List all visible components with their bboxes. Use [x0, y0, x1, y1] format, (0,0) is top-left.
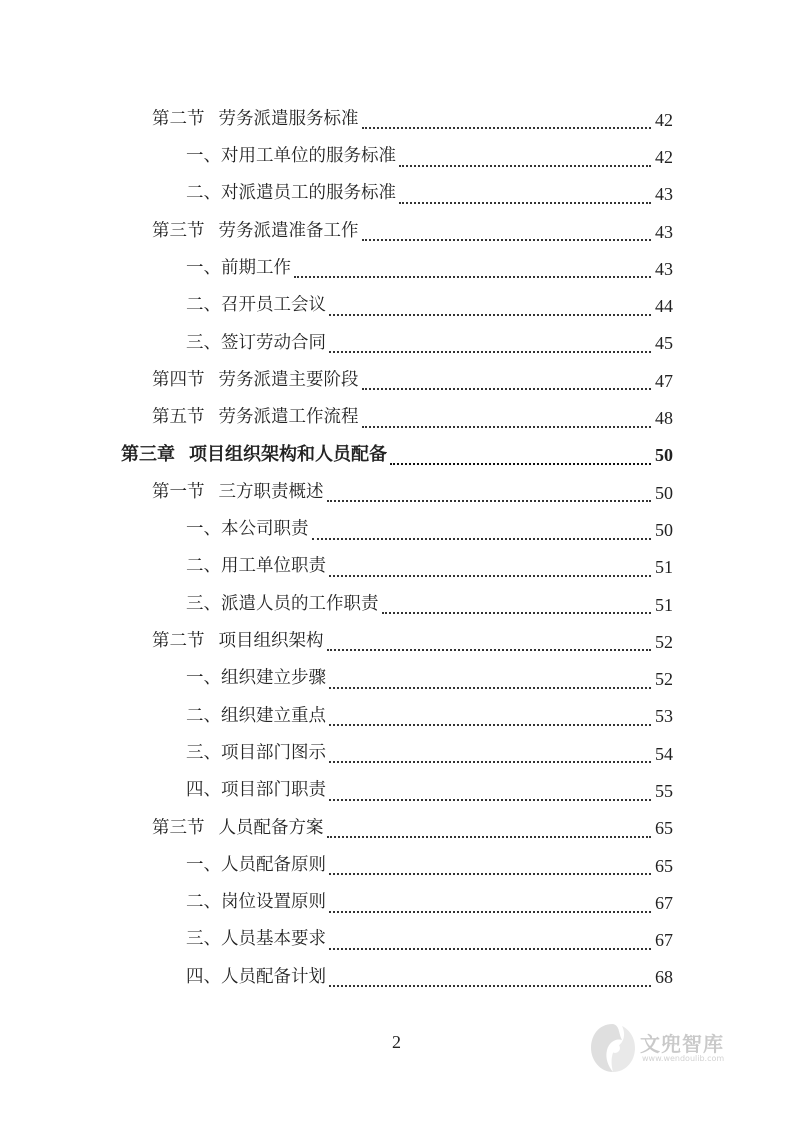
toc-subsection-entry[interactable]: [0, 511, 793, 548]
toc-section-entry[interactable]: [0, 623, 793, 660]
toc-dot-leader: [399, 201, 651, 204]
toc-dot-leader: [362, 387, 652, 390]
toc-page-number: 51: [655, 594, 673, 615]
toc-dot-leader: [329, 574, 651, 577]
toc-dot-leader: [329, 798, 651, 801]
toc-chapter-entry[interactable]: [0, 437, 793, 474]
toc-entry-prefix: 三、: [186, 593, 221, 614]
toc-dot-leader: [329, 910, 651, 913]
toc-entry-text: [186, 966, 326, 987]
toc-dot-leader: [399, 164, 651, 167]
toc-entry-text: [152, 220, 359, 241]
toc-entry-title: 劳务派遣服务标准: [218, 108, 359, 129]
toc-page-number: 65: [655, 818, 673, 839]
toc-dot-leader: [329, 350, 651, 353]
toc-page-number: 52: [655, 669, 673, 690]
toc-entry-title: 项目部门图示: [221, 742, 326, 763]
toc-entry-title: 签订劳动合同: [221, 332, 326, 353]
toc-entry-title: 前期工作: [221, 258, 291, 279]
toc-entry-text: [152, 108, 359, 129]
toc-dot-leader: [312, 537, 652, 540]
toc-page-number: 65: [655, 855, 673, 876]
toc-entry-title: 项目组织架构: [218, 631, 324, 652]
toc-entry-prefix: 三、: [186, 332, 221, 353]
toc-page-number: 43: [655, 258, 673, 279]
toc-entry-text: [186, 558, 326, 576]
toc-section-entry[interactable]: [0, 399, 793, 436]
toc-dot-leader: [327, 499, 652, 502]
toc-entry-title: 召开员工会议: [221, 295, 326, 316]
toc-section-entry[interactable]: [0, 362, 793, 399]
toc-entry-prefix: 第二节: [152, 631, 205, 652]
toc-dot-leader: [329, 686, 651, 689]
toc-subsection-entry[interactable]: [0, 660, 793, 697]
toc-entry-prefix: 三、: [186, 929, 221, 950]
toc-subsection-entry[interactable]: [0, 735, 793, 772]
toc-entry-text: [186, 297, 326, 315]
toc-page-number: 42: [655, 146, 673, 167]
toc-entry-title: 组织建立重点: [221, 705, 326, 726]
toc-entry-title: 劳务派遣准备工作: [218, 220, 359, 241]
toc-entry-text: [186, 593, 379, 614]
toc-page-number: 50: [655, 482, 673, 503]
toc-subsection-entry[interactable]: [0, 176, 793, 213]
toc-page-number: 50: [655, 519, 673, 540]
toc-entry-text: [186, 185, 396, 203]
toc-entry-text: [186, 705, 326, 726]
toc-entry-prefix: 第二节: [152, 108, 205, 129]
toc-page-number: 54: [655, 743, 673, 764]
toc-entry-title: 对用工单位的服务标准: [221, 146, 396, 167]
toc-entry-text: [152, 633, 324, 651]
toc-entry-prefix: 二、: [186, 892, 221, 913]
toc-entry-text: [186, 742, 326, 763]
toc-dot-leader: [362, 238, 652, 241]
toc-entry-prefix: 第一节: [152, 481, 205, 502]
toc-entry-prefix: 第三章: [121, 444, 175, 466]
toc-dot-leader: [294, 275, 651, 278]
table-of-contents: [0, 101, 793, 996]
toc-entry-text: [152, 817, 324, 838]
toc-entry-text: [121, 446, 387, 464]
toc-entry-prefix: 二、: [186, 705, 221, 726]
toc-entry-prefix: 四、: [186, 780, 221, 801]
toc-section-entry[interactable]: [0, 810, 793, 847]
toc-page-number: 53: [655, 706, 673, 727]
toc-entry-text: [186, 148, 396, 166]
toc-entry-prefix: 一、: [186, 668, 221, 689]
toc-entry-text: [186, 854, 326, 875]
toc-page-number: 51: [655, 557, 673, 578]
toc-entry-title: 组织建立步骤: [221, 668, 326, 689]
toc-section-entry[interactable]: [0, 101, 793, 138]
toc-entry-text: [186, 894, 326, 912]
brand-logo-icon: [588, 1020, 638, 1076]
toc-entry-title: 项目组织架构和人员配备: [189, 444, 387, 466]
toc-entry-text: [152, 481, 324, 502]
toc-entry-text: [152, 409, 359, 427]
toc-entry-title: 三方职责概述: [218, 481, 324, 502]
toc-page-number: 43: [655, 184, 673, 205]
toc-page-number: 50: [655, 445, 673, 466]
toc-entry-title: 派遣人员的工作职责: [221, 593, 379, 614]
toc-entry-prefix: 第三节: [152, 817, 205, 838]
toc-subsection-entry[interactable]: [0, 847, 793, 884]
toc-entry-title: 用工单位职责: [221, 556, 326, 577]
toc-page-number: 45: [655, 333, 673, 354]
toc-entry-prefix: 第四节: [152, 369, 205, 390]
toc-subsection-entry[interactable]: [0, 772, 793, 809]
page-number: 2: [392, 1032, 401, 1052]
toc-entry-prefix: 一、: [186, 519, 221, 540]
toc-page-number: 67: [655, 892, 673, 913]
toc-entry-text: [186, 521, 309, 539]
watermark-brand: 文兜智库: [640, 1032, 724, 1056]
toc-entry-text: [186, 260, 291, 278]
toc-entry-text: [186, 931, 326, 949]
toc-entry-prefix: 一、: [186, 258, 221, 279]
toc-entry-prefix: 一、: [186, 854, 221, 875]
toc-subsection-entry[interactable]: [0, 922, 793, 959]
toc-page-number: 44: [655, 296, 673, 317]
toc-entry-title: 人员基本要求: [221, 929, 326, 950]
toc-entry-title: 人员配备方案: [218, 817, 324, 838]
toc-dot-leader: [329, 872, 651, 875]
toc-entry-prefix: 一、: [186, 146, 221, 167]
toc-entry-title: 劳务派遣工作流程: [218, 407, 359, 428]
toc-entry-prefix: 二、: [186, 295, 221, 316]
watermark-site: www.wendoulib.com: [642, 1054, 725, 1063]
watermark: [588, 1020, 758, 1080]
toc-subsection-entry[interactable]: [0, 586, 793, 623]
toc-dot-leader: [362, 425, 652, 428]
toc-subsection-entry[interactable]: [0, 959, 793, 996]
toc-entry-prefix: 二、: [186, 183, 221, 204]
toc-entry-text: [186, 332, 326, 353]
toc-dot-leader: [327, 835, 652, 838]
toc-page-number: 47: [655, 370, 673, 391]
toc-entry-title: 本公司职责: [221, 519, 309, 540]
toc-page-number: 67: [655, 930, 673, 951]
toc-page-number: 43: [655, 221, 673, 242]
toc-subsection-entry[interactable]: [0, 287, 793, 324]
toc-subsection-entry[interactable]: [0, 698, 793, 735]
toc-subsection-entry[interactable]: [0, 138, 793, 175]
toc-entry-prefix: 第三节: [152, 220, 205, 241]
toc-page-number: 48: [655, 408, 673, 429]
toc-entry-title: 项目部门职责: [221, 780, 326, 801]
toc-page-number: 68: [655, 967, 673, 988]
toc-dot-leader: [382, 611, 652, 614]
toc-dot-leader: [362, 126, 652, 129]
toc-entry-title: 人员配备计划: [221, 966, 326, 987]
toc-subsection-entry[interactable]: [0, 549, 793, 586]
toc-page-number: 55: [655, 780, 673, 801]
toc-dot-leader: [390, 462, 651, 465]
toc-dot-leader: [329, 313, 651, 316]
toc-entry-prefix: 二、: [186, 556, 221, 577]
toc-dot-leader: [329, 760, 651, 763]
toc-entry-title: 对派遣员工的服务标准: [221, 183, 396, 204]
toc-dot-leader: [327, 648, 652, 651]
toc-section-entry[interactable]: [0, 213, 793, 250]
toc-dot-leader: [329, 984, 651, 987]
toc-entry-prefix: 第五节: [152, 407, 205, 428]
toc-subsection-entry[interactable]: [0, 325, 793, 362]
toc-section-entry[interactable]: [0, 474, 793, 511]
toc-entry-title: 劳务派遣主要阶段: [218, 369, 359, 390]
toc-entry-text: [186, 782, 326, 800]
toc-dot-leader: [329, 947, 651, 950]
toc-page-number: 52: [655, 631, 673, 652]
toc-page-number: 42: [655, 109, 673, 130]
toc-entry-title: 岗位设置原则: [221, 892, 326, 913]
toc-entry-title: 人员配备原则: [221, 854, 326, 875]
toc-entry-prefix: 四、: [186, 966, 221, 987]
toc-entry-text: [186, 670, 326, 688]
toc-entry-prefix: 三、: [186, 742, 221, 763]
toc-subsection-entry[interactable]: [0, 250, 793, 287]
toc-entry-text: [152, 369, 359, 390]
toc-subsection-entry[interactable]: [0, 884, 793, 921]
toc-dot-leader: [329, 723, 651, 726]
